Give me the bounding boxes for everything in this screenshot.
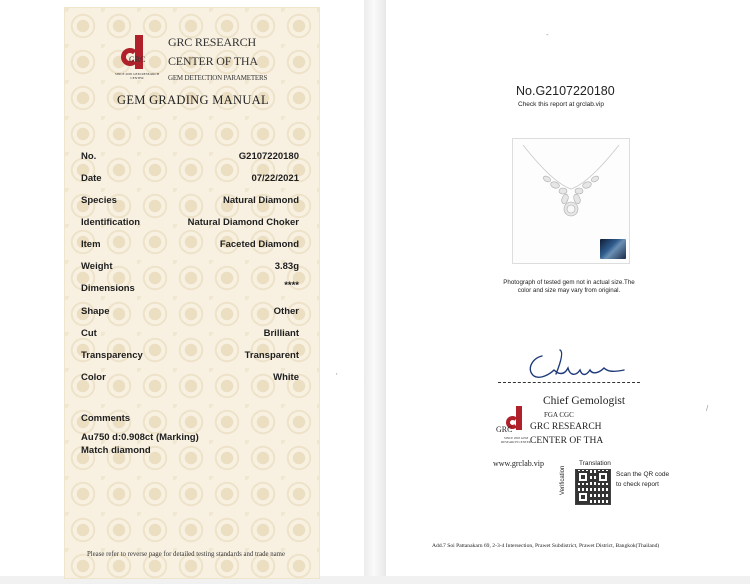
field-value: Transparent [244,350,299,361]
field-row-shape [81,306,299,322]
field-row-dimensions [81,280,299,299]
lab-address: Add.7 Soi Pattanakarn 69, 2-3-4 Intersection, Prawet Subdistrict, Prawet District, Bangkok(Thailand) [432,543,660,549]
field-label: Cut [81,328,97,339]
credentials: FGA CGC [544,411,574,419]
photo-disclaimer [497,279,641,295]
field-label: Dimensions [81,283,135,294]
gemologist-signature [520,344,630,384]
comment-line: Match diamond [81,445,151,456]
field-row-cut [81,328,299,344]
scan-speck: - [546,30,549,39]
verification-label: Verification [560,465,566,495]
translation-label: Translation [579,460,611,467]
chief-gemologist-title: Chief Gemologist [543,395,626,407]
field-value: 3.83g [274,261,299,272]
comment-line: Au750 d:0.908ct (Marking) [81,432,199,443]
signature-line [498,382,640,383]
field-value: White [273,372,299,383]
org-name-line2: CENTER OF THA [168,54,258,68]
field-value: G2107220180 [238,151,299,162]
logo-abbr: GRC [496,425,513,434]
org-name-line2: CENTER OF THA [530,436,604,446]
field-value: Natural Diamond [222,195,299,206]
reverse-page-note: Please refer to reverse page for detailed testing standards and trade name [87,551,285,558]
qr-code[interactable] [575,469,611,505]
field-label: No. [81,151,97,162]
grc-logo [114,35,160,80]
logo-since-text: SINCE 2005 GEM RESEARCH CENTER [114,72,160,80]
field-value: Other [273,306,299,317]
comments-label: Comments [81,413,131,424]
report-number: No.G2107220180 [516,84,615,98]
gem-photo [512,138,630,264]
field-value: 07/22/2021 [251,173,299,184]
field-label: Date [81,173,102,184]
scan-instructions: Scan the QR code to check report [616,471,670,488]
hologram-sticker [600,239,626,259]
field-label: Transparency [81,350,143,361]
photo-caption-line: color and size may vary from original. [517,287,621,294]
scan-speck: / [706,404,709,413]
field-row-date [81,173,299,189]
qr-finder [577,471,589,483]
field-row-weight [81,261,299,277]
field-label: Shape [81,306,110,317]
manual-title: GEM GRADING MANUAL [117,93,269,107]
field-label: Color [81,372,106,383]
qr-finder [577,491,589,503]
field-value: Brilliant [263,328,299,339]
field-label: Species [81,195,117,206]
field-row-transparency [81,350,299,366]
grading-manual-card [64,7,320,579]
field-value: Faceted Diamond [219,239,299,250]
field-row-species [81,195,299,211]
check-report-text: Check this report at grclab.vip [518,101,604,108]
logo-abbr: GRC [129,55,146,64]
field-row-number [81,151,299,167]
book-gutter [364,0,386,584]
field-value: Natural Diamond Choker [187,217,299,228]
field-row-item [81,239,299,255]
field-value: **** [284,280,299,291]
website: www.grclab.vip [493,459,545,468]
scan-speck: ' [336,372,338,381]
field-row-identification [81,217,299,233]
org-name-line1: GRC RESEARCH [530,422,602,432]
logo-since-text: SINCE 2005 GEM RESEARCH CENTER [501,436,531,444]
field-row-color [81,372,299,388]
field-label: Weight [81,261,113,272]
org-subtitle: GEM DETECTION PARAMETERS [168,74,268,82]
field-label: Identification [81,217,141,228]
field-label: Item [81,239,101,250]
org-name-line1: GRC RESEARCH [168,35,256,49]
qr-finder [597,471,609,483]
photo-caption-line: Photograph of tested gem not in actual size.The [503,279,635,286]
